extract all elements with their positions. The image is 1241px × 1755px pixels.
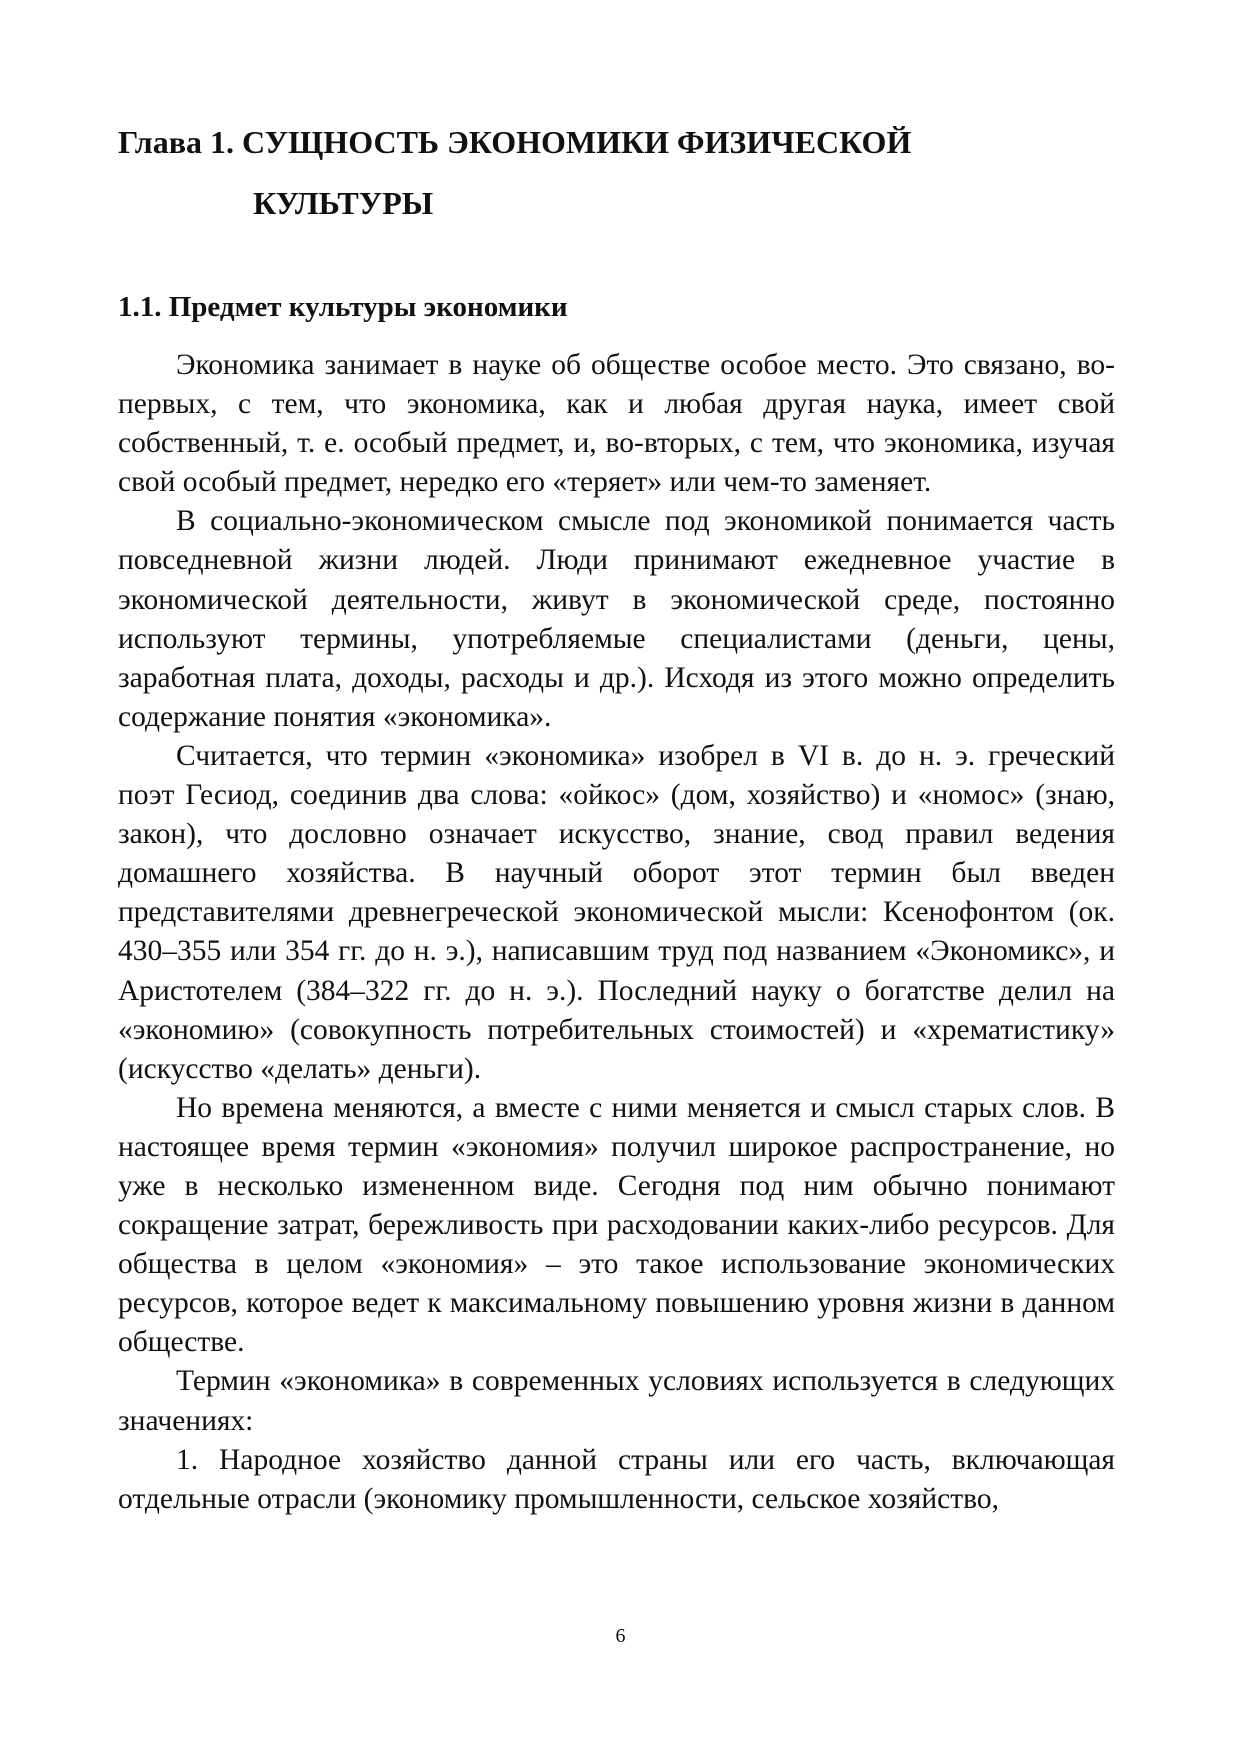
chapter-title-line-2: КУЛЬТУРЫ — [253, 185, 434, 221]
paragraph: Считается, что термин «экономика» изобрел в VI в. до н. э. греческий поэт Гесиод, соединив два слова: «ойкос» (дом, хозяйство) и «номос» (знаю, закон), что дословно означает искусство, знание, свод правил ведения домашнего хозяйства. В научный оборот этот термин был введен представителями древнегреческой экономической мысли: Ксенофонтом (ок. 430–355 или 354 гг. до н. э.), написавшим труд под названием «Экономикс», и Аристотелем (384–322 гг. до н. э.). Последний науку о богатстве делил на «экономию» (совокупность потребительных стоимостей) и «хрематистику» (искусство «делать» деньги). — [118, 739, 1115, 1085]
paragraph: Термин «экономика» в современных условиях используется в следующих значениях: — [118, 1365, 1115, 1437]
body-text — [118, 346, 1115, 1519]
paragraph: Но времена меняются, а вместе с ними меняется и смысл старых слов. В настоящее время термин «экономия» получил широкое распространение, но уже в несколько измененном виде. Сегодня под ним обычно понимают сокращение затрат, бережливость при расходовании каких-либо ресурсов. Для общества в целом «экономия» – это такое использование экономических ресурсов, которое ведет к максимальному повышению уровня жизни в данном обществе. — [118, 1091, 1115, 1359]
chapter-title — [118, 112, 1118, 234]
paragraph: 1. Народное хозяйство данной страны или его часть, включающая отдельные отрасли (экономику промышленности, сельское хозяйство, — [118, 1443, 1115, 1515]
page-number: 6 — [615, 1625, 626, 1647]
section-title: 1.1. Предмет культуры экономики — [118, 291, 568, 323]
paragraph: Экономика занимает в науке об обществе особое место. Это связано, во-первых, с тем, что экономика, как и любая другая наука, имеет свой собственный, т. е. особый предмет, и, во-вторых, с тем, что экономика, изучая свой особый предмет, нередко его «теряет» или чем-то заменяет. — [118, 349, 1115, 499]
paragraph: В социально-экономическом смысле под экономикой понимается часть повседневной жизни людей. Люди принимают ежедневное участие в экономической деятельности, живут в экономической среде, постоянно используют термины, употребляемые специалистами (деньги, цены, заработная плата, доходы, расходы и др.). Исходя из этого можно определить содержание понятия «экономика». — [118, 505, 1115, 733]
chapter-title-line-1: Глава 1. СУЩНОСТЬ ЭКОНОМИКИ ФИЗИЧЕСКОЙ — [118, 124, 912, 160]
